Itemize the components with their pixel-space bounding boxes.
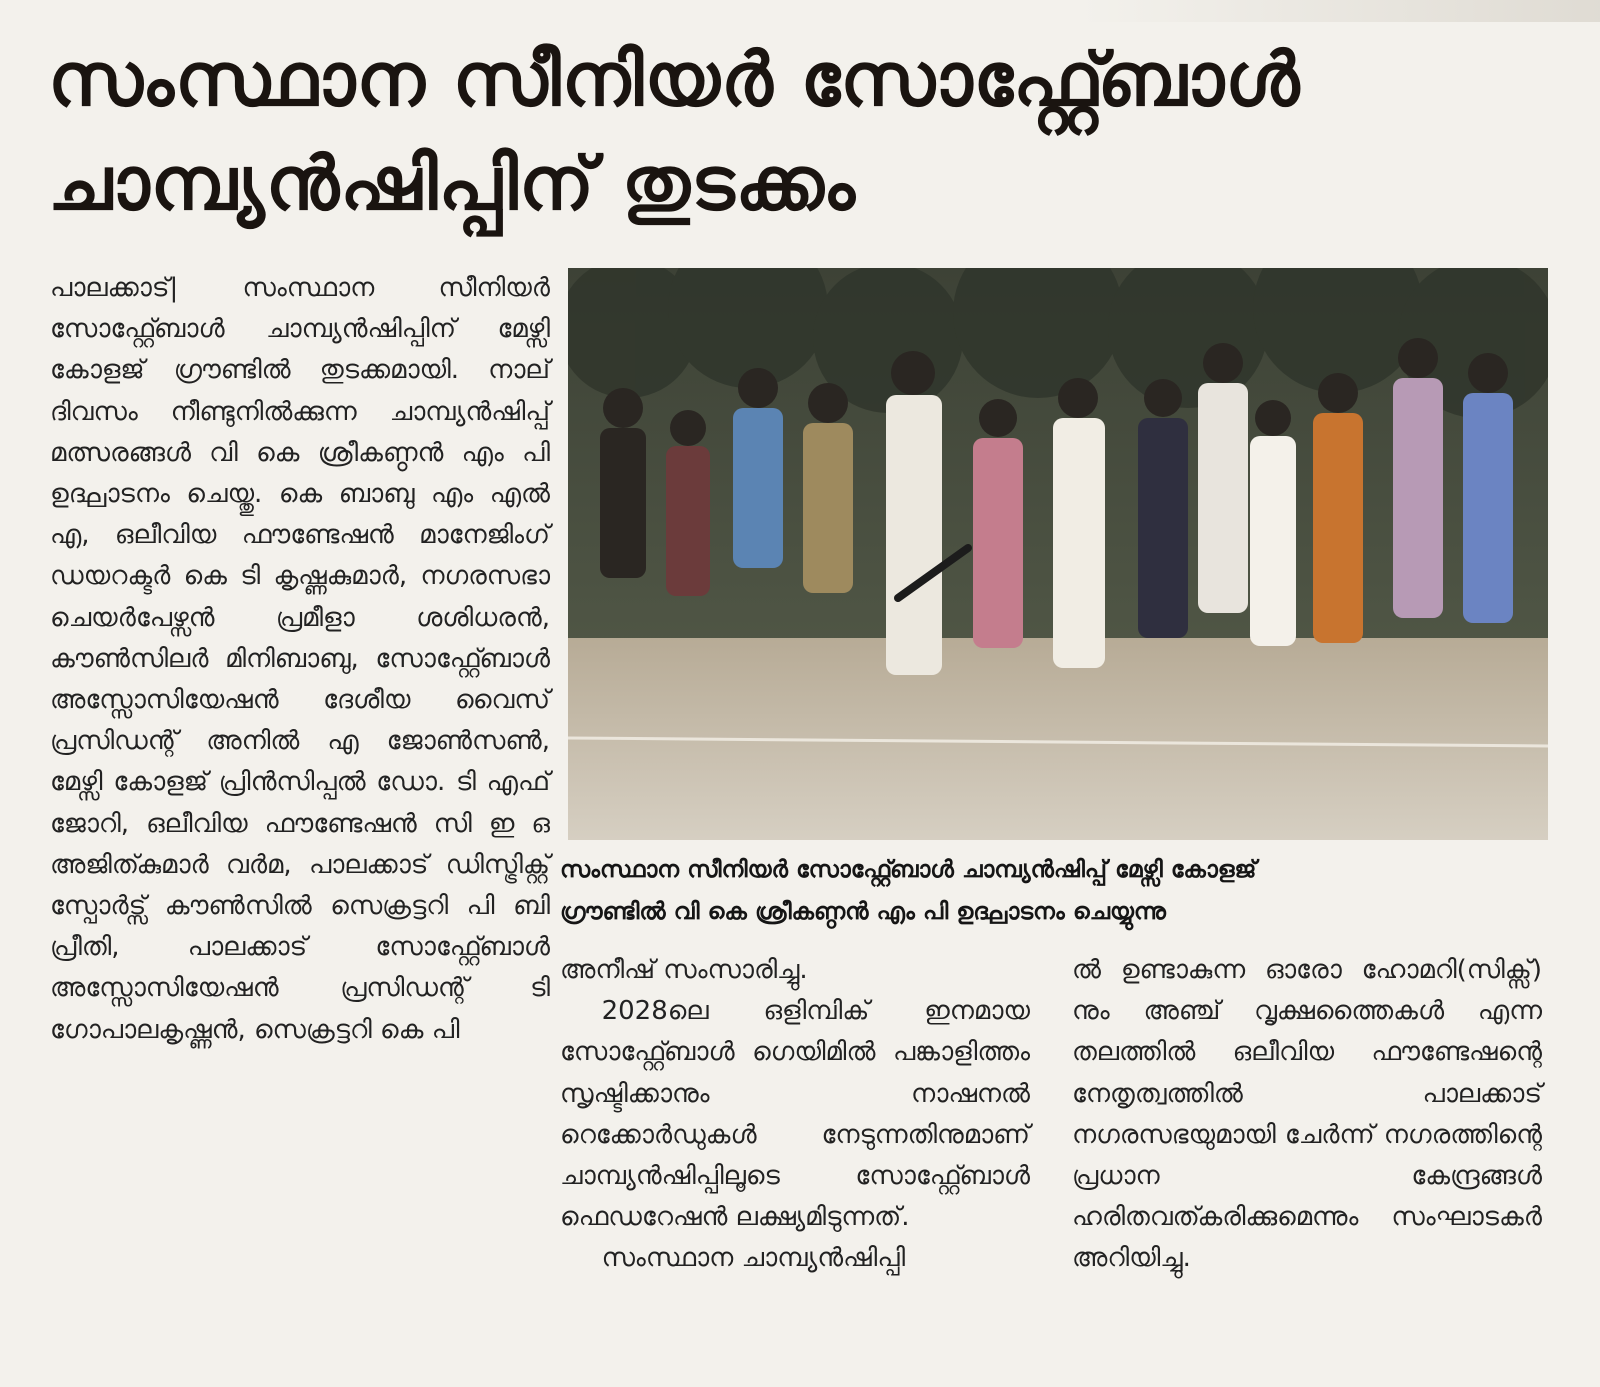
article-paragraph-1: പാലക്കാട്| സംസ്ഥാന സീനിയർ സോഫ്റ്റ്ബോൾ ചാമ്പ്യൻഷിപ്പിന് മേഴ്സി കോളജ് ഗ്രൗണ്ടിൽ തുടക്കമായി. നാല് ദിവസം നീണ്ടുനിൽക്കുന്ന ചാമ്പ്യൻഷിപ്പ് മത്സരങ്ങൾ വി കെ ശ്രീകണ്ഠൻ എം പി ഉദ്ഘാടനം ചെയ്തു. കെ ബാബു എം എൽ എ, ഒലീവിയ ഫൗണ്ടേഷൻ മാനേജിംഗ് ഡയറക്ടർ കെ ടി കൃഷ്ണകുമാർ, നഗരസഭാ ചെയർപേഴ്സൻ പ്രമീളാ ശശിധരൻ, കൗൺസിലർ മിനിബാബു, സോഫ്റ്റ്ബോൾ അസ്സോസിയേഷൻ ദേശീയ വൈസ് പ്രസിഡന്റ് അനിൽ എ ജോൺസൺ, മേഴ്സി കോളജ് പ്രിൻസിപ്പൽ ഡോ. ടി എഫ് ജോറി, ഒലീവിയ ഫൗണ്ടേഷൻ സി ഇ ഒ അജിത്കുമാർ വർമ, പാലക്കാട് ഡിസ്ട്രിക്റ്റ് സ്പോർട്സ് കൗൺസിൽ സെക്രട്ടറി പി ബി പ്രീതി, പാലക്കാട് സോഫ്റ്റ്ബോൾ അസ്സോസിയേഷൻ പ്രസിഡന്റ് ടി ഗോപാലകൃഷ്ണൻ, സെക്രട്ടറി കെ പി [50,273,550,1045]
article-paragraph-3: 2028ലെ ഒളിമ്പിക് ഇനമായ സോഫ്റ്റ്ബോൾ ഗെയിമിൽ പങ്കാളിത്തം സൃഷ്ടിക്കാനും നാഷനൽ റെക്കോർഡുകൾ നേടുന്നതിനുമാണ് ചാമ്പ്യൻഷിപ്പിലൂടെ സോഫ്റ്റ്ബോൾ ഫെഡറേഷൻ ലക്ഷ്യമിടുന്നത്. [560,996,1030,1233]
article-paragraph-5: ൽ ഉണ്ടാകുന്ന ഓരോ ഹോമറി(സിക്സ്) നും അഞ്ച് വൃക്ഷത്തൈകൾ എന്ന തലത്തിൽ ഒലീവിയ ഫൗണ്ടേഷന്റെ നേതൃത്വത്തിൽ പാലക്കാട് നഗരസഭയുമായി ചേർന്ന് നഗരത്തിന്റെ പ്രധാന കേന്ദ്രങ്ങൾ ഹരിതവത്കരിക്കുമെന്നും സംഘാടകർ അറിയിച്ചു. [1072,955,1542,1274]
headline [48,28,1528,236]
article-column-right [1072,950,1542,1280]
article-column-middle [560,950,1030,1280]
article-paragraph-2: അനീഷ് സംസാരിച്ചു. [560,955,808,985]
group-photo-illustration [568,268,1548,840]
caption-line-1: സംസ്ഥാന സീനിയർ സോഫ്റ്റ്ബോൾ ചാമ്പ്യൻഷിപ്പ് മേഴ്സി കോളജ് [560,855,1257,883]
article-paragraph-4: സംസ്ഥാന ചാമ്പ്യൻഷിപ്പി [601,1243,906,1274]
article-column-left [50,268,550,1051]
photo-caption [560,848,1550,932]
caption-line-2: ഗ്രൗണ്ടിൽ വി കെ ശ്രീകണ്ഠൻ എം പി ഉദ്ഘാടനം ചെയ്യുന്നു [560,897,1166,925]
paper-edge-shadow [1080,0,1600,22]
event-photo [568,268,1548,840]
headline-line-2: ചാമ്പ്യൻഷിപ്പിന് തുടക്കം [48,141,856,227]
headline-line-1: സംസ്ഥാന സീനിയർ സോഫ്റ്റ്ബോൾ [48,37,1301,123]
